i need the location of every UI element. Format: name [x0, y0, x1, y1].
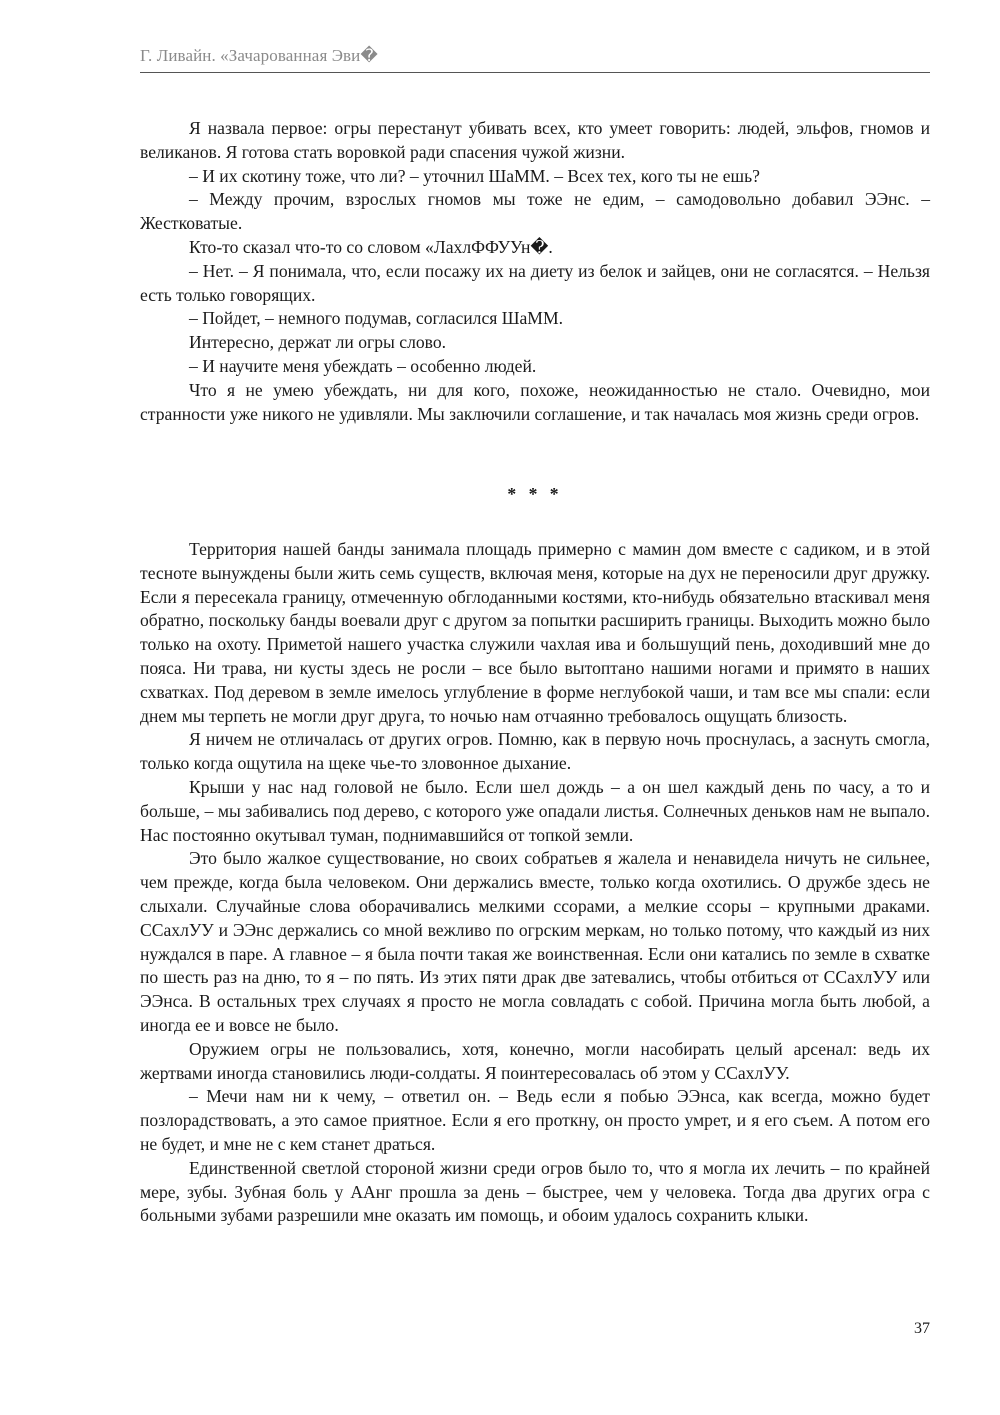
section-separator: * * * — [507, 484, 563, 504]
paragraph: – И их скотину тоже, что ли? – уточнил ШаММ. – Всех тех, кого ты не ешь? — [189, 165, 760, 186]
paragraph: Единственной светлой стороной жизни среди огров было то, что я могла их лечить – по крайней мере, зубы. Зубная боль у ААнг прошла за день – быстрее, чем у человека. Тогда два других огра с больными зубами разрешили мне оказать им помощь, и обоим удалось сохранить клыки. — [140, 1157, 930, 1226]
section-1-text — [140, 117, 930, 426]
paragraph: Что я не умею убеждать, ни для кого, похоже, неожиданностью не стало. Очевидно, мои странности уже никого не удивляли. Мы заключили соглашение, и так началась моя жизнь среди огров. — [140, 379, 930, 424]
page-number: 37 — [914, 1320, 930, 1337]
paragraph: Кто-то сказал что-то со словом «ЛахлФФУУн�. — [189, 236, 553, 257]
section-2-text — [140, 538, 930, 1228]
paragraph: – Между прочим, взрослых гномов мы тоже не едим, – самодовольно добавил ЭЭнс. – Жестковатые. — [140, 189, 930, 234]
paragraph: – И научите меня убеждать – особенно людей. — [189, 355, 537, 376]
paragraph: Я ничем не отличалась от других огров. Помню, как в первую ночь проснулась, а заснуть смогла, только когда ощутила на щеке чье-то зловонное дыхание. — [140, 729, 930, 774]
paragraph: Это было жалкое существование, но своих собратьев я жалела и ненавидела ничуть не сильнее, чем прежде, когда была человеком. Они держались вместе, только когда охотились. О дружбе здесь не слыхали. Случайные слова оборачивались мелкими ссорами, а мелкие ссоры – крупными драками. ССахлУУ и ЭЭнс держались со мной вежливо по огрским меркам, но только потому, что каждый из них нуждался в паре. А главное – я была почти такая же воинственная. Если они катались по земле в схватке по шесть раз на дню, то я – по пять. Из этих пяти драк две затевались, чтобы отбиться от ССахлУУ или ЭЭнса. В остальных трех случаях я просто не могла совладать с собой. Причина могла быть любой, а иногда ее и вовсе не было. — [140, 848, 930, 1035]
paragraph: Крыши у нас над головой не было. Если шел дождь – а он шел каждый день по часу, а то и больше, – мы забивались под дерево, с которого уже опадали листья. Солнечных деньков нам не выпало. Нас постоянно окутывал туман, поднимавшийся от топкой земли. — [140, 776, 930, 845]
paragraph: Территория нашей банды занимала площадь примерно с мамин дом вместе с садиком, и в этой тесноте вынуждены были жить семь существ, включая меня, которые на дух не переносили друг дружку. Если я пересекала границу, отмеченную обглоданными костями, кто-нибудь обязательно втаскивал меня обратно, поскольку банды воевали друг с другом за попытки расширить границы. Выходить можно было только на охоту. Приметой нашего участка служили чахлая ива и большущий пень, доходивший мне до пояса. Ни трава, ни кусты здесь не росли – все было вытоптано нашими ногами и примято в наших схватках. Под деревом в земле имелось углубление в форме неглубокой чаши, и там все мы спали: если днем мы терпеть не могли друг друга, то ночью нам отчаянно требовалось ощущать близость. — [140, 539, 930, 726]
paragraph: – Пойдет, – немного подумав, согласился ШаММ. — [189, 308, 563, 329]
header-rule — [140, 72, 930, 73]
paragraph: Интересно, держат ли огры слово. — [189, 332, 447, 353]
running-title: Г. Ливайн. «Зачарованная Эви� — [140, 46, 378, 65]
paragraph: Я назвала первое: огры перестанут убивать всех, кто умеет говорить: людей, эльфов, гномов и великанов. Я готова стать воровкой ради спасения чужой жизни. — [140, 118, 930, 162]
paragraph: Оружием огры не пользовались, хотя, конечно, могли насобирать целый арсенал: ведь их жертвами иногда становились люди-солдаты. Я поинтересовалась об этом у ССахлУУ. — [140, 1038, 930, 1083]
paragraph: – Мечи нам ни к чему, – ответил он. – Ведь если я побью ЭЭнса, как всегда, можно будет позлорадствовать, а это самое приятное. Если я его проткну, он просто умрет, и я его съем. А потом его не будет, и мне не с кем станет драться. — [140, 1086, 930, 1154]
paragraph: – Нет. – Я понимала, что, если посажу их на диету из белок и зайцев, они не согласятся. – Нельзя есть только говорящих. — [140, 260, 930, 305]
